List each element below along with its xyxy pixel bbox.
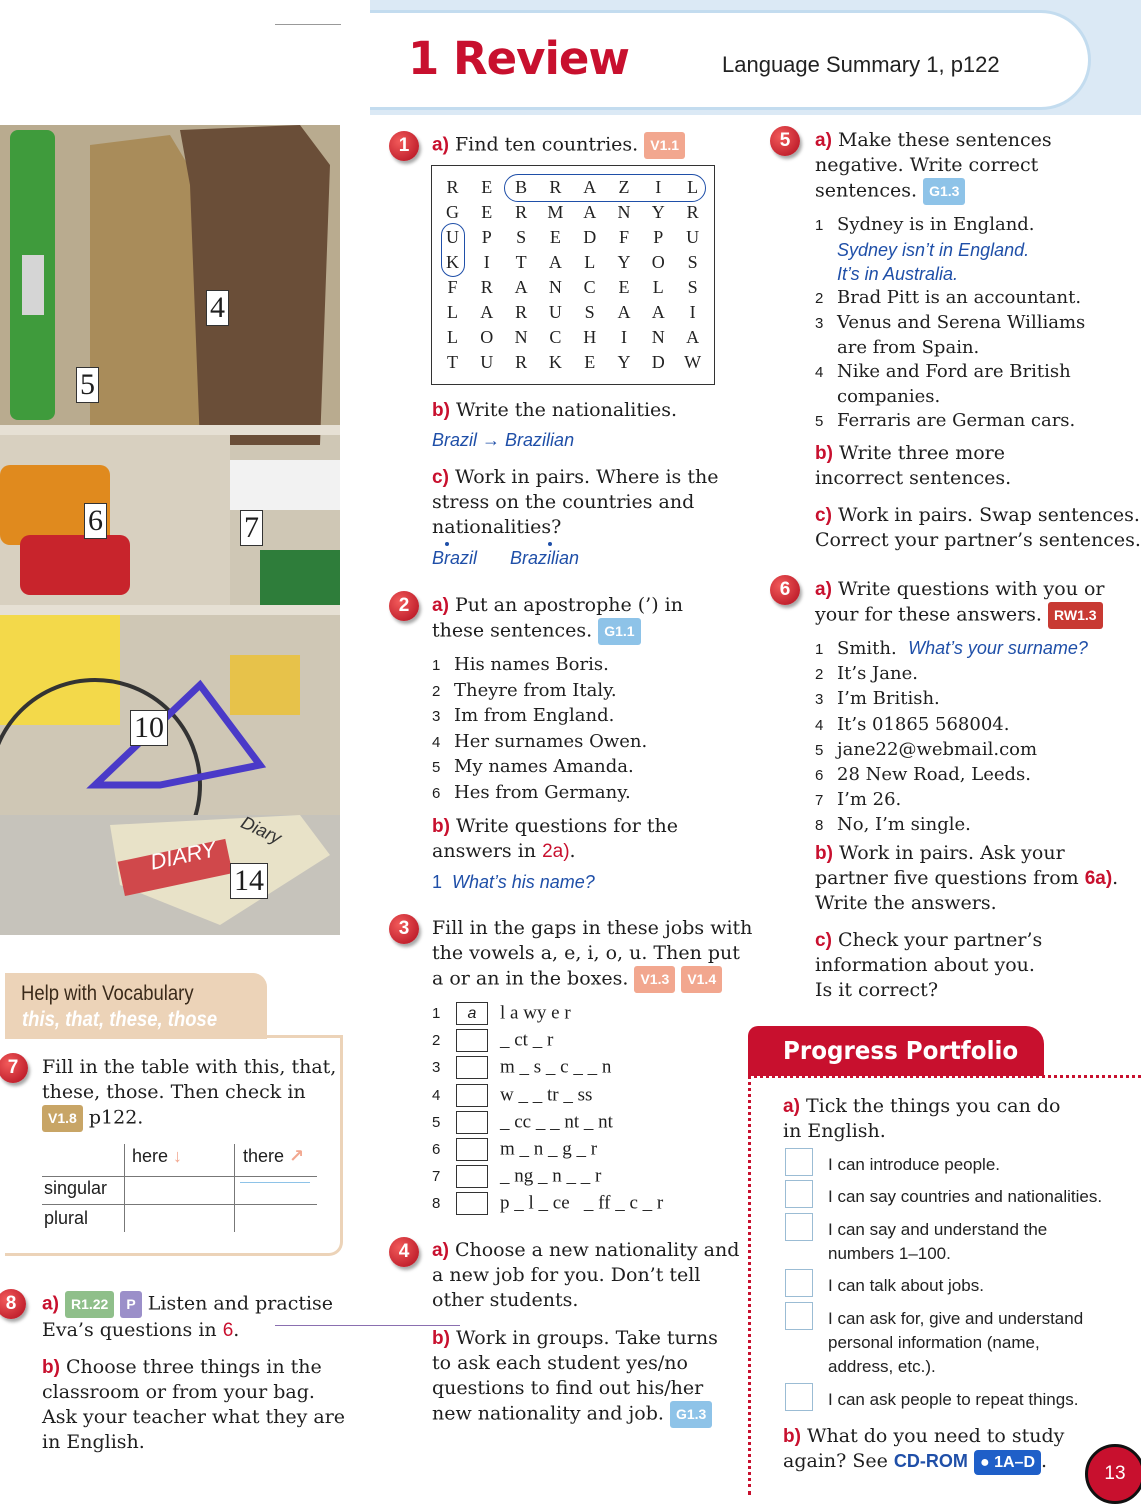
job-item — [432, 1029, 553, 1055]
ex2-b-end: . — [569, 840, 576, 862]
job-item-number: 4 — [432, 1086, 441, 1104]
pp-item-5: I can ask for, give and understand — [828, 1309, 1084, 1328]
grid-letter[interactable]: E — [549, 227, 561, 247]
ex2-a-label: a) — [432, 595, 449, 616]
ex2-a-text-1: Put an apostrophe (’) in — [454, 594, 683, 616]
grid-letter[interactable]: S — [516, 227, 527, 247]
pp-a-text-2: in English. — [783, 1120, 886, 1142]
pp-item-4: I can talk about jobs. — [828, 1276, 984, 1295]
pp-b-label: b) — [783, 1426, 801, 1447]
pp-b-end: . — [1041, 1450, 1048, 1472]
grid-letter[interactable]: U — [686, 227, 700, 247]
ex4-b-text-2: to ask each student yes/no — [432, 1352, 688, 1374]
pp-item-3-cont: numbers 1–100. — [828, 1244, 951, 1263]
grid-letter[interactable]: E — [481, 202, 493, 222]
grid-letter[interactable]: R — [446, 177, 459, 197]
article-box[interactable]: a — [456, 1002, 488, 1025]
list-item: 2 It’s Jane. — [815, 663, 918, 685]
job-word: m _ n _ g _ r — [500, 1138, 598, 1160]
ex8-a-ref: 6 — [222, 1320, 234, 1341]
ex4-b-text-3: questions to find out his/her — [432, 1377, 704, 1399]
grid-letter[interactable]: N — [548, 277, 562, 297]
exercise-4a — [432, 1238, 739, 1313]
portfolio-b — [783, 1424, 1064, 1475]
exercise-1c — [432, 465, 718, 540]
article-box[interactable] — [456, 1192, 488, 1215]
table-rule-2 — [42, 1204, 317, 1205]
top-left-rule — [275, 24, 341, 25]
grid-letter[interactable]: A — [548, 252, 562, 272]
ex6-c-label: c) — [815, 930, 832, 951]
list-item: 7 I’m 26. — [815, 789, 902, 811]
ex5-b-text-1: Write three more — [838, 442, 1006, 464]
exercise-4-number: 4 — [389, 1237, 419, 1267]
help-title: Help with Vocabulary — [21, 982, 194, 1005]
table-col-rule-2 — [234, 1144, 235, 1232]
ex4-a-label: a) — [432, 1240, 449, 1261]
ex6-c-text-2: information about you. — [815, 954, 1035, 976]
ex6-a-tag: RW1.3 — [1048, 602, 1103, 629]
job-item — [432, 1192, 663, 1218]
portfolio-border-left — [748, 1075, 751, 1495]
ex6-a-label: a) — [815, 579, 832, 600]
ex5-list — [815, 213, 1085, 434]
pp-a-label: a) — [783, 1096, 800, 1117]
exercise-5b — [815, 441, 1011, 491]
job-item-number: 3 — [432, 1059, 441, 1077]
page-title — [408, 32, 629, 85]
there-sample-line — [240, 1182, 310, 1183]
ex3-text-1: Fill in the gaps in these jobs with — [432, 917, 753, 939]
left-bg-strip — [342, 0, 372, 1498]
ex8-a-label: a) — [42, 1293, 59, 1315]
ex8-tag-r: R1.22 — [65, 1291, 114, 1318]
photo-label-5: 5 — [76, 367, 99, 403]
ex6-c-text-1: Check your partner’s — [837, 929, 1043, 951]
job-word: _ ng _ n _ _ r — [500, 1165, 602, 1187]
grid-letter[interactable]: T — [447, 352, 458, 372]
grid-letter[interactable]: R — [515, 202, 528, 222]
exercise-1-number: 1 — [389, 131, 419, 161]
job-word: m _ s _ c _ _ n — [500, 1056, 612, 1078]
grid-letter[interactable]: D — [651, 352, 665, 372]
grid-letter[interactable]: A — [617, 302, 631, 322]
grid-letter[interactable]: C — [583, 277, 596, 297]
grid-letter[interactable]: A — [651, 302, 665, 322]
checkbox-countries[interactable] — [785, 1180, 813, 1208]
pp-item-3: I can say and understand the — [828, 1220, 1048, 1239]
word-search-grid[interactable] — [431, 165, 715, 385]
ex4-b-text-4: new nationality and job. — [432, 1402, 664, 1425]
job-item — [432, 1138, 597, 1164]
ex6-b-label: b) — [815, 843, 833, 864]
ex4-a-text-2: a new job for you. Don’t tell — [432, 1264, 701, 1286]
grid-letter[interactable]: A — [480, 302, 494, 322]
grid-letter[interactable]: B — [515, 177, 528, 197]
ex6-a-text-2: your for these answers. — [815, 603, 1042, 626]
diary-label-red: DIARY — [148, 836, 219, 875]
article-box[interactable] — [456, 1029, 488, 1052]
exercise-7-number: 7 — [0, 1053, 28, 1083]
ex8-a-text-1: Listen and practise — [147, 1292, 334, 1315]
grid-letter[interactable]: K — [548, 352, 562, 372]
ex8-b-text-2: classroom or from your bag. — [42, 1381, 315, 1403]
stress-dot-2 — [548, 542, 552, 546]
list-item: 3 Venus and Serena Williams — [815, 312, 1086, 333]
ex2-b-ref: 2a) — [542, 841, 570, 862]
grid-letter[interactable]: Z — [618, 177, 630, 197]
grid-letter[interactable]: L — [447, 327, 458, 347]
grid-letter[interactable]: H — [583, 327, 597, 347]
grid-letter[interactable]: A — [514, 277, 528, 297]
portfolio-border-top — [748, 1075, 1141, 1078]
grid-letter[interactable]: W — [684, 352, 702, 372]
list-item: 4 Her surnames Owen. — [432, 730, 648, 752]
row-plural: plural — [44, 1208, 89, 1228]
pp-a-text-1: Tick the things you can do — [805, 1095, 1061, 1117]
ex6-b-text-1: Work in pairs. Ask your — [838, 842, 1065, 864]
ex2-b-example-text: What’s his name? — [452, 872, 595, 892]
list-item: 1 Sydney is in England. — [815, 214, 1035, 235]
portfolio-title: Progress Portfolio — [783, 1036, 1019, 1065]
ex2-a-text-2: these sentences. — [432, 619, 593, 642]
job-item-number: 5 — [432, 1113, 441, 1131]
col-there-header: there ↗ — [243, 1146, 305, 1166]
ex1-a-text: Find ten countries. — [454, 133, 639, 156]
list-item: 3 Im from England. — [432, 705, 615, 727]
list-item-cont: are from Spain. — [837, 337, 980, 358]
exercise-3-number: 3 — [389, 914, 419, 944]
grid-letter[interactable]: F — [447, 277, 458, 297]
photo-label-7: 7 — [240, 510, 263, 546]
exercise-6-number: 6 — [770, 575, 800, 605]
grid-letter[interactable]: I — [689, 302, 696, 322]
portfolio-a — [783, 1094, 1061, 1144]
grid-letter[interactable]: R — [515, 302, 528, 322]
job-word: w _ _ tr _ ss — [500, 1084, 593, 1106]
grid-letter[interactable]: Y — [617, 252, 631, 272]
grid-letter[interactable]: A — [686, 327, 700, 347]
ex1-b-example — [432, 430, 574, 451]
ex7-page: p122. — [88, 1106, 144, 1129]
ex1-c-example-1: Brazil — [432, 548, 478, 568]
exercise-2b — [432, 814, 678, 864]
grid-letter[interactable]: S — [687, 277, 698, 297]
photo-cupboard — [0, 125, 340, 935]
ex3-tag-1: V1.3 — [634, 966, 675, 993]
grid-letter[interactable]: R — [549, 177, 562, 197]
ex5-example-1: Sydney isn’t in England. — [837, 240, 1030, 260]
grid-letter[interactable]: U — [480, 352, 494, 372]
grid-letter[interactable]: O — [480, 327, 494, 347]
list-item: 4 It’s 01865 568004. — [815, 713, 1010, 735]
ex8-b-text-1: Choose three things in the — [65, 1356, 322, 1378]
arrow-up-right-icon: ↗ — [289, 1146, 305, 1166]
ex8-tag-p: P — [120, 1291, 141, 1318]
ex5-a-text-1: Make these sentences — [837, 129, 1052, 151]
ex1-a-label: a) — [432, 134, 449, 156]
ex4-a-text-3: other students. — [432, 1289, 579, 1311]
grid-letter[interactable]: E — [618, 277, 630, 297]
ex8-b-text-3: Ask your teacher what they are — [42, 1406, 346, 1428]
article-box[interactable] — [456, 1084, 488, 1107]
ex3-text-2: the vowels a, e, i, o, u. Then put — [432, 942, 740, 964]
ex6-c-text-3: Is it correct? — [815, 979, 938, 1001]
help-subtitle: this, that, these, those — [22, 1008, 218, 1031]
ex1-c-text-2: stress on the countries and — [432, 491, 695, 513]
ex5-c-label: c) — [815, 505, 832, 526]
grid-letter[interactable]: L — [584, 252, 596, 272]
grid-letter[interactable]: G — [446, 202, 459, 222]
ex1-a-tag: V1.1 — [644, 132, 685, 159]
page-number-text: 13 — [1104, 1463, 1126, 1484]
job-item-number: 7 — [432, 1168, 441, 1186]
photo-label-4: 4 — [206, 290, 229, 326]
grid-letter[interactable]: O — [651, 252, 665, 272]
ex2-b-label: b) — [432, 816, 450, 837]
ex6-b-text-2: partner five questions from — [815, 867, 1079, 889]
job-word: p _ l _ ce _ ff _ c _ r — [500, 1192, 664, 1214]
ex6-example-answer: What’s your surname? — [908, 638, 1088, 658]
table-rule-1 — [42, 1176, 317, 1177]
grid-letter[interactable]: E — [584, 352, 596, 372]
exercise-5a — [815, 128, 1052, 205]
grid-letter[interactable]: U — [446, 227, 459, 247]
ex5-example-2: It’s in Australia. — [837, 264, 959, 284]
grid-letter[interactable]: R — [515, 352, 528, 372]
exercise-3-instructions — [432, 916, 752, 993]
cd-ref-text: 1A–D — [994, 1454, 1035, 1471]
row-singular: singular — [44, 1178, 108, 1198]
pp-b-text-1: What do you need to study — [806, 1425, 1065, 1447]
arrow-right-icon: → — [482, 430, 501, 450]
grid-letter[interactable]: I — [483, 252, 490, 272]
checkbox-introduce-people[interactable] — [785, 1148, 813, 1176]
grid-letter[interactable]: A — [583, 202, 597, 222]
grid-letter[interactable]: I — [621, 327, 627, 347]
exercise-8-number: 8 — [0, 1289, 26, 1319]
grid-letter[interactable]: M — [547, 202, 564, 222]
cdrom-label: CD-ROM — [893, 1451, 968, 1471]
grid-letter[interactable]: K — [446, 252, 459, 272]
exercise-7 — [42, 1055, 336, 1132]
grid-letter[interactable]: C — [549, 327, 562, 347]
ex3-tag-2: V1.4 — [681, 966, 722, 993]
checkbox-numbers[interactable] — [785, 1213, 813, 1241]
grid-letter[interactable]: Y — [617, 352, 631, 372]
grid-letter[interactable]: I — [655, 177, 662, 197]
ex6-a-text-1: Write questions with you or — [837, 578, 1105, 600]
exercise-6c — [815, 928, 1042, 1003]
exercise-1a — [432, 132, 685, 159]
ex7-text-2: these, those. Then check in — [42, 1081, 306, 1103]
exercise-8a — [42, 1291, 333, 1343]
ex1-c-example-2: Brazilian — [510, 548, 580, 568]
ex4-a-text-1: Choose a new nationality and — [454, 1239, 740, 1261]
job-item-number: 1 — [432, 1005, 441, 1022]
diary-label-book: Diary — [237, 812, 285, 848]
grid-letter[interactable]: R — [686, 202, 699, 222]
list-item: 5 My names Amanda. — [432, 756, 634, 778]
grid-letter[interactable]: S — [687, 252, 698, 272]
ex5-c-text-2: Correct your partner’s sentences. — [815, 529, 1141, 551]
ex1-example-country: Brazil — [432, 430, 478, 450]
grid-letter[interactable]: T — [515, 252, 527, 272]
list-item: 5 Ferraris are German cars. — [815, 410, 1076, 431]
ex6-b-end: . — [1112, 867, 1119, 889]
grid-letter[interactable]: D — [583, 227, 597, 247]
ex8-b-label: b) — [42, 1357, 60, 1378]
ex1-b-text: Write the nationalities. — [455, 399, 678, 421]
exercise-1b — [432, 398, 677, 423]
photo-label-14: 14 — [230, 863, 268, 899]
photo-label-6: 6 — [84, 503, 107, 539]
grid-letter[interactable]: F — [618, 227, 629, 247]
ex2-b-text-1: Write questions for the — [455, 815, 679, 837]
grid-letter[interactable]: L — [687, 177, 699, 197]
pp-item-5-cont-1: personal information (name, — [828, 1333, 1040, 1352]
cd-ref-badge[interactable] — [974, 1450, 1041, 1475]
title-text: Review — [452, 32, 630, 85]
job-word: _ ct _ r — [500, 1029, 554, 1051]
unit-number: 1 — [408, 32, 439, 85]
col-here-header: here ↓ — [132, 1146, 183, 1166]
ex4-b-tag: G1.3 — [670, 1401, 712, 1428]
list-item: 1 His names Boris. — [432, 654, 609, 675]
arrow-down-icon: ↓ — [173, 1146, 183, 1166]
grid-letter[interactable]: Y — [651, 202, 665, 222]
list-item: 3 I’m British. — [815, 688, 940, 710]
grid-letter[interactable]: N — [651, 327, 665, 347]
ex5-b-text-2: incorrect sentences. — [815, 467, 1012, 489]
list-item: 2 Theyre from Italy. — [432, 679, 617, 701]
vocab-table[interactable] — [42, 1140, 322, 1235]
job-word: _ cc _ _ nt _ nt — [500, 1111, 613, 1133]
checkbox-personal-info[interactable] — [785, 1302, 813, 1330]
ex5-c-text-1: Work in pairs. Swap sentences. — [837, 504, 1140, 526]
list-item: 4 Nike and Ford are British — [815, 361, 1071, 382]
cd-icon: ● — [979, 1454, 990, 1471]
pp-item-6: I can ask people to repeat things. — [828, 1390, 1079, 1409]
ex5-b-label: b) — [815, 443, 833, 464]
grid-letter[interactable]: E — [481, 177, 493, 197]
list-item-cont: companies. — [837, 386, 941, 407]
exercise-4b — [432, 1326, 718, 1428]
grid-letter[interactable]: P — [653, 227, 664, 247]
list-item: 1 Smith. What’s your surname? — [815, 638, 1088, 659]
job-item-number: 6 — [432, 1141, 441, 1158]
ex7-tag: V1.8 — [42, 1105, 83, 1132]
list-item: 5 jane22@webmail.com — [815, 738, 1038, 760]
job-item-number: 8 — [432, 1195, 441, 1213]
ex5-a-tag: G1.3 — [923, 178, 965, 205]
ex1-c-label: c) — [432, 467, 449, 488]
ex2-b-text-2: answers in — [432, 840, 537, 862]
page-number — [1085, 1444, 1141, 1504]
table-col-rule-1 — [124, 1144, 125, 1232]
ex2-b-example — [432, 872, 595, 893]
job-item — [432, 1002, 571, 1028]
exercise-2-number: 2 — [389, 591, 419, 621]
list-item: 6 Hes from Germany. — [432, 781, 631, 803]
list-item: 6 28 New Road, Leeds. — [815, 764, 1031, 786]
ex8-connector-line — [275, 1325, 460, 1326]
ex1-c-text-1: Work in pairs. Where is the — [454, 466, 719, 488]
article-box[interactable] — [456, 1138, 488, 1161]
photo-label-10: 10 — [130, 710, 168, 746]
ex2-b-example-num: 1 — [432, 872, 443, 892]
ex5-a-text-2: negative. Write correct — [815, 154, 1039, 176]
grid-letter[interactable]: A — [583, 177, 597, 197]
pp-b-text-2: again? See — [783, 1450, 888, 1472]
grid-letter[interactable]: L — [447, 302, 458, 322]
job-item — [432, 1111, 613, 1137]
ex8-a-text-2: Eva’s questions in — [42, 1319, 217, 1341]
ex8-a-end: . — [233, 1319, 240, 1341]
list-item: 2 Brad Pitt is an accountant. — [815, 287, 1082, 308]
checkbox-jobs[interactable] — [785, 1269, 813, 1297]
grid-letter[interactable]: P — [481, 227, 492, 247]
exercise-2a — [432, 593, 683, 645]
ex8-b-text-4: in English. — [42, 1431, 145, 1453]
ex1-b-label: b) — [432, 400, 450, 421]
exercise-8b — [42, 1355, 345, 1455]
stress-dot-1 — [445, 542, 449, 546]
exercise-5c — [815, 503, 1141, 553]
checkbox-repeat[interactable] — [785, 1383, 813, 1411]
grid-letter[interactable]: N — [514, 327, 528, 347]
exercise-6a — [815, 577, 1105, 629]
ex6-b-text-3: Write the answers. — [815, 892, 997, 914]
job-word: l a wy e r — [500, 1002, 571, 1024]
job-item — [432, 1084, 592, 1110]
language-summary-ref: Language Summary 1, p122 — [722, 52, 1000, 77]
photo-illustration — [0, 125, 340, 935]
grid-letter[interactable]: N — [617, 202, 631, 222]
pp-item-2: I can say countries and nationalities. — [828, 1187, 1103, 1206]
ex5-a-label: a) — [815, 130, 832, 151]
list-item: 8 No, I’m single. — [815, 814, 971, 836]
ex1-example-nationality: Brazilian — [505, 430, 575, 450]
job-item — [432, 1056, 611, 1082]
article-box[interactable] — [456, 1111, 488, 1134]
grid-letter[interactable]: L — [652, 277, 664, 297]
ex6-list — [815, 636, 1088, 839]
ex1-c-text-3: nationalities? — [432, 516, 562, 538]
ex7-text-1: Fill in the table with this, that, — [42, 1056, 337, 1078]
grid-letter[interactable]: R — [480, 277, 493, 297]
article-box[interactable] — [456, 1165, 488, 1188]
ex6-b-ref: 6a) — [1084, 868, 1113, 889]
article-box[interactable] — [456, 1056, 488, 1079]
pp-item-1: I can introduce people. — [828, 1155, 1001, 1174]
exercise-6b — [815, 841, 1118, 916]
ex4-b-text-1: Work in groups. Take turns — [455, 1327, 718, 1349]
ex3-text-3: a or an in the boxes. — [432, 967, 629, 990]
ex5-a-text-3: sentences. — [815, 179, 918, 202]
pp-item-5-cont-2: address, etc.). — [828, 1357, 936, 1376]
grid-letter[interactable]: U — [548, 302, 562, 322]
ex2-a-tag: G1.1 — [598, 618, 640, 645]
exercise-5-number: 5 — [770, 126, 800, 156]
grid-letter[interactable]: S — [584, 302, 595, 322]
job-item — [432, 1165, 601, 1191]
ex2-list — [432, 653, 647, 807]
job-item-number: 2 — [432, 1032, 441, 1050]
ex4-b-label: b) — [432, 1328, 450, 1349]
